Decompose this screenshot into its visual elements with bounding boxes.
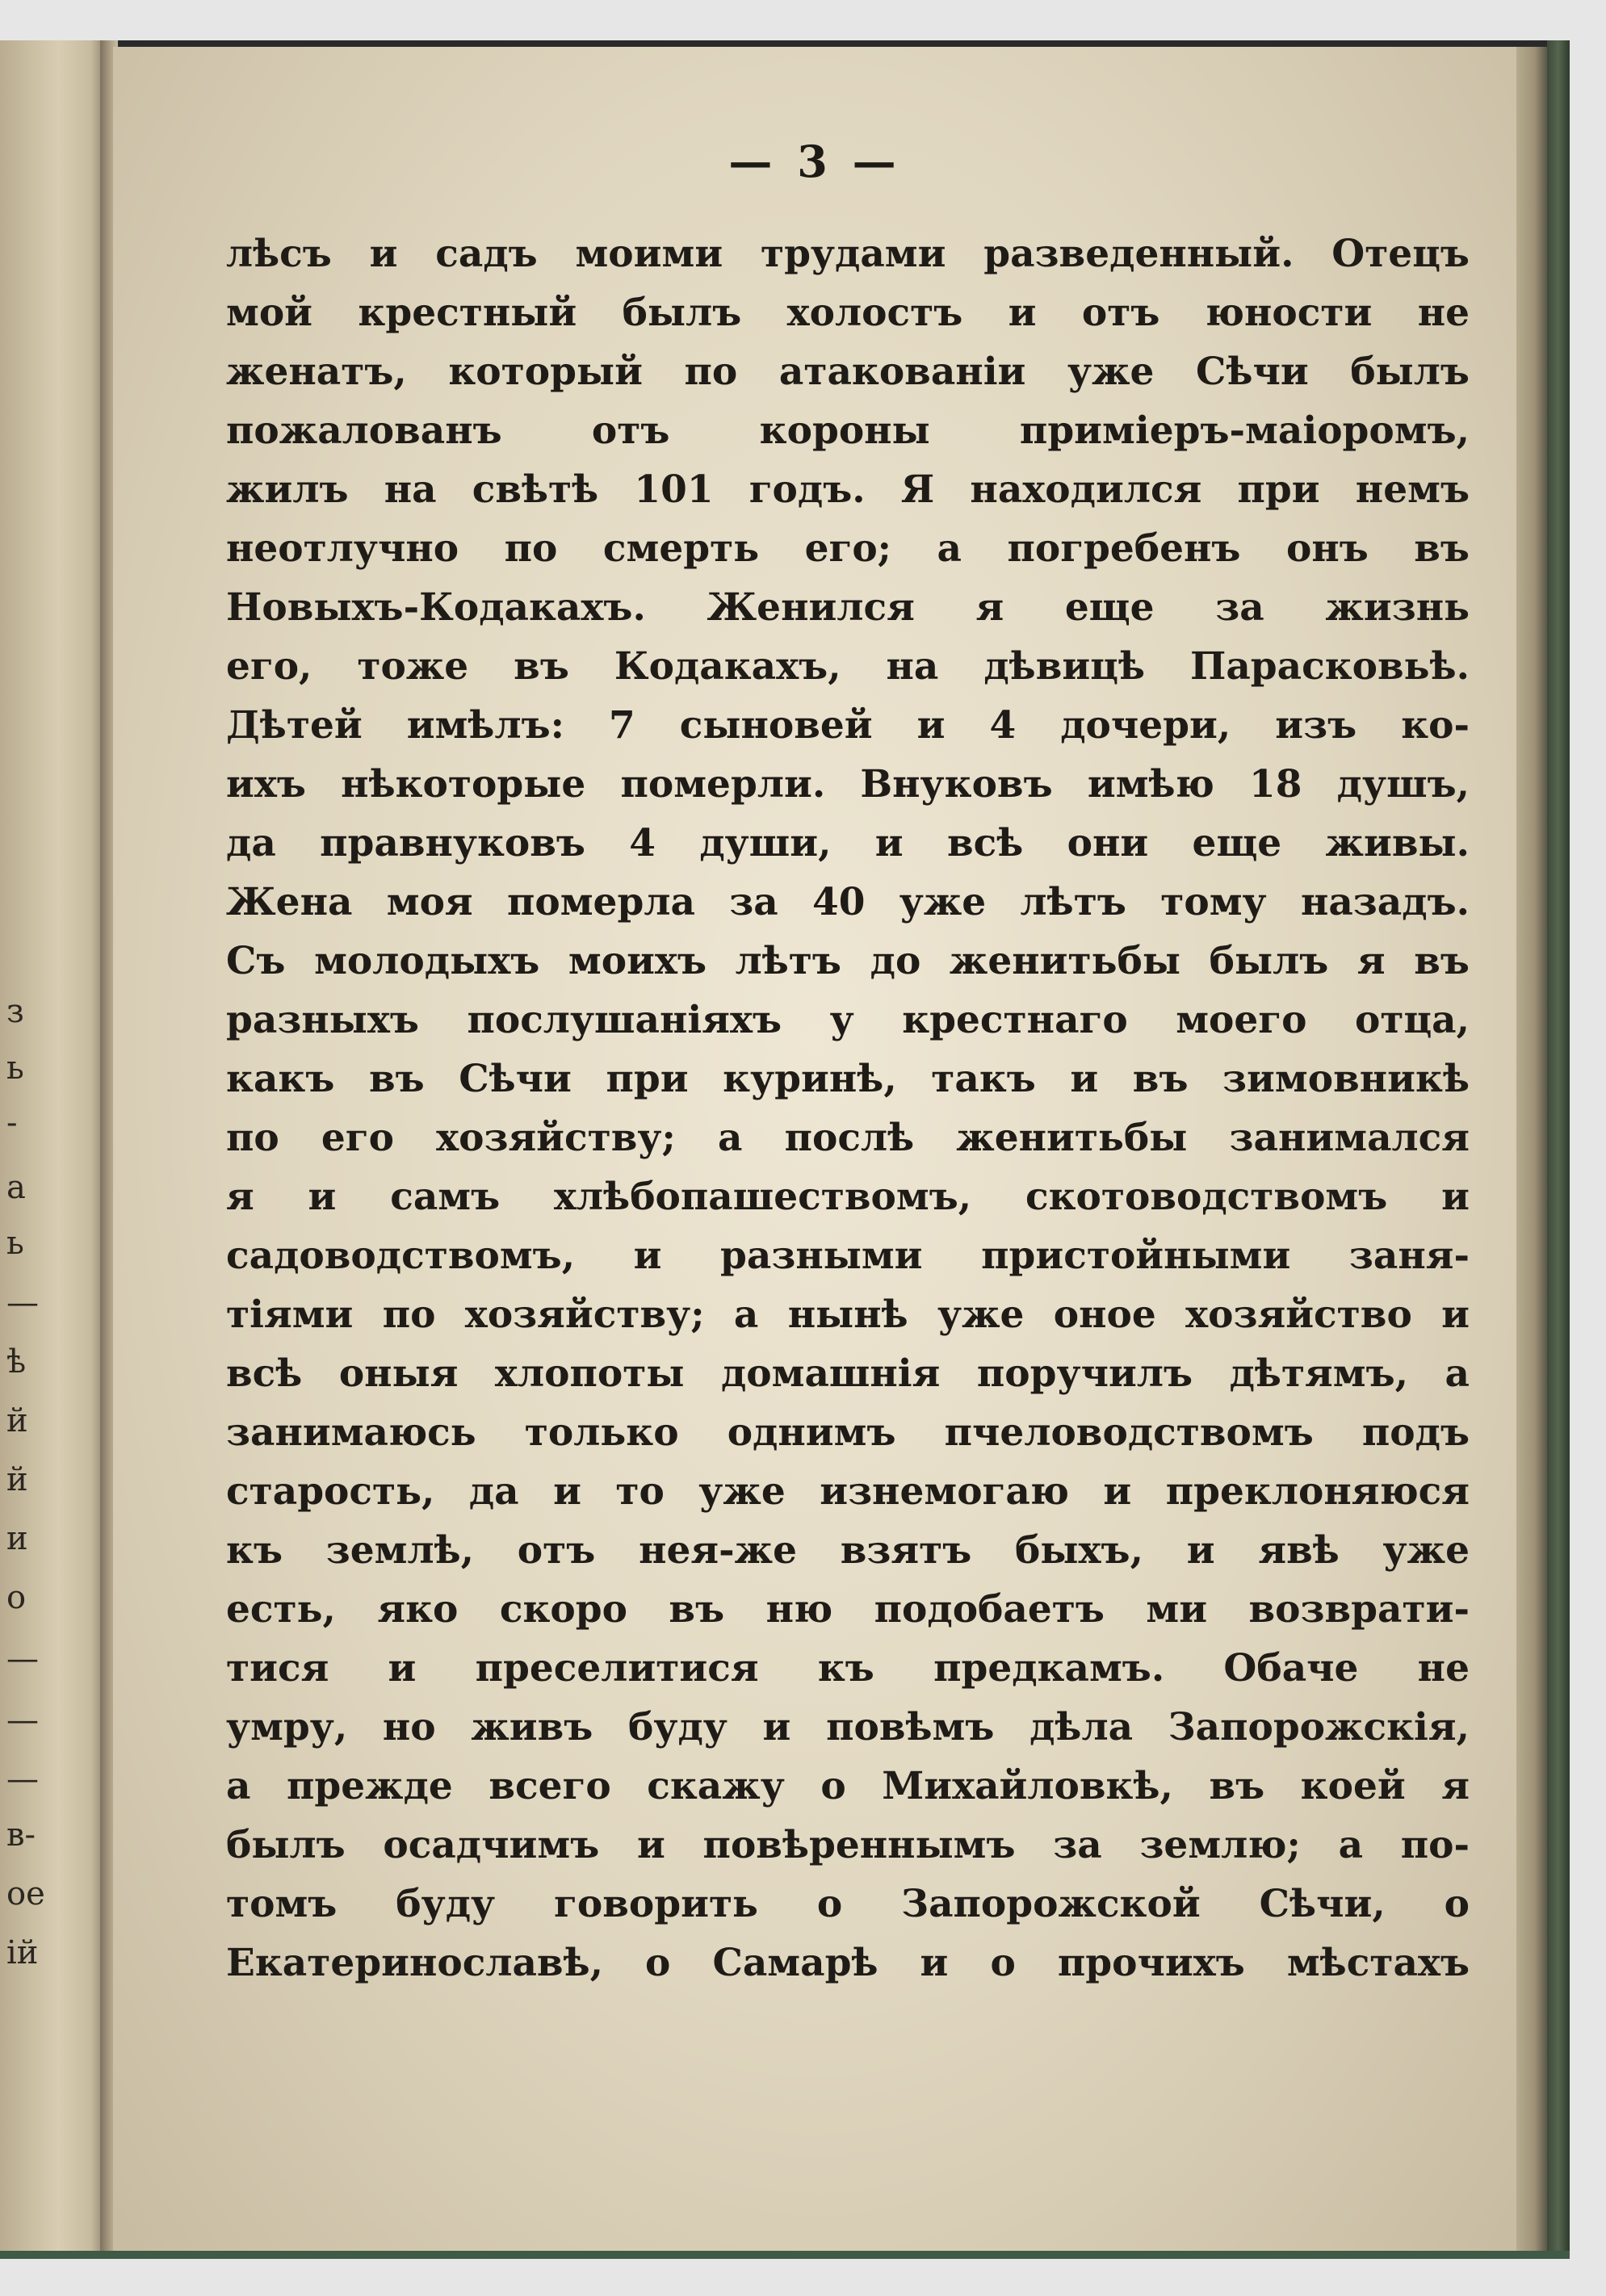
- text-line: неотлучно по смерть его; а погребенъ онъ въ: [226, 526, 1470, 571]
- text-line: тися и преселитися къ предкамъ. Обаче не: [226, 1646, 1470, 1691]
- facing-page-fragment: ій: [6, 1934, 39, 1971]
- facing-page-fragment: ь: [6, 1225, 24, 1262]
- text-line: къ землѣ, отъ нея-же взятъ быхъ, и явѣ уже: [226, 1528, 1470, 1573]
- page-edges: [1516, 47, 1547, 2254]
- facing-page-fragment: в-: [6, 1816, 36, 1854]
- text-line: садоводствомъ, и разными пристойными заня-: [226, 1234, 1470, 1278]
- page-body: [226, 224, 1470, 1992]
- text-line: Жена моя померла за 40 уже лѣтъ тому назадъ.: [226, 880, 1470, 924]
- text-line: умру, но живъ буду и повѣмъ дѣла Запорожскія,: [226, 1705, 1470, 1749]
- text-line: да правнуковъ 4 души, и всѣ они еще живы.: [226, 821, 1470, 865]
- text-line: пожалованъ отъ короны приміеръ-маіоромъ,: [226, 409, 1470, 453]
- facing-page-fragment: й: [6, 1402, 28, 1439]
- text-line: его, тоже въ Кодакахъ, на дѣвицѣ Парасковьѣ.: [226, 644, 1470, 689]
- text-line: занимаюсь только однимъ пчеловодствомъ подъ: [226, 1410, 1470, 1455]
- facing-page-text: [0, 40, 100, 2259]
- facing-page-fragment: ь: [6, 1050, 24, 1087]
- text-line: по его хозяйству; а послѣ женитьбы занимался: [226, 1116, 1470, 1160]
- text-line: жилъ на свѣтѣ 101 годъ. Я находился при немъ: [226, 467, 1470, 512]
- text-line: Дѣтей имѣлъ: 7 сыновей и 4 дочери, изъ ко-: [226, 703, 1470, 748]
- text-line: какъ въ Сѣчи при куринѣ, такъ и въ зимовникѣ: [226, 1057, 1470, 1101]
- text-line: всѣ оныя хлопоты домашнія поручилъ дѣтямъ, а: [226, 1351, 1470, 1396]
- text-line: старость, да и то уже изнемогаю и преклоняюся: [226, 1469, 1470, 1514]
- facing-page-fragment: —: [6, 1640, 39, 1678]
- book-cover-bottom: [0, 2251, 1570, 2259]
- text-line: а прежде всего скажу о Михайловкѣ, въ коей я: [226, 1764, 1470, 1808]
- text-line: Новыхъ-Кодакахъ. Женился я еще за жизнь: [226, 585, 1470, 630]
- facing-page-fragment: ѣ: [6, 1343, 27, 1381]
- book-scan: [0, 40, 1570, 2259]
- text-line: Съ молодыхъ моихъ лѣтъ до женитьбы былъ я въ: [226, 939, 1470, 983]
- facing-page-fragment: й: [6, 1461, 28, 1498]
- facing-page-fragment: —: [6, 1284, 39, 1322]
- text-line: мой крестный былъ холостъ и отъ юности не: [226, 291, 1470, 335]
- text-line: я и самъ хлѣбопашествомъ, скотоводствомъ и: [226, 1175, 1470, 1219]
- text-line: лѣсъ и садъ моими трудами разведенный. Отецъ: [226, 232, 1470, 276]
- page-number: — 3 —: [728, 136, 901, 187]
- facing-page-fragment: —: [6, 1702, 39, 1739]
- text-line: женатъ, который по атакованіи уже Сѣчи былъ: [226, 350, 1470, 394]
- facing-page-fragment: ое: [6, 1875, 45, 1913]
- text-line: былъ осадчимъ и повѣреннымъ за землю; а по-: [226, 1823, 1470, 1867]
- facing-page-fragment: —: [6, 1761, 39, 1798]
- facing-page-fragment: з: [6, 993, 24, 1030]
- text-line: разныхъ послушаніяхъ у крестнаго моего отца,: [226, 998, 1470, 1042]
- text-line: тіями по хозяйству; а нынѣ уже оное хозяйство и: [226, 1293, 1470, 1337]
- text-line: томъ буду говорить о Запорожской Сѣчи, о: [226, 1882, 1470, 1926]
- facing-page-fragment: а: [6, 1169, 26, 1206]
- facing-page: [0, 40, 107, 2259]
- text-line: есть, яко скоро въ ню подобаетъ ми возврати-: [226, 1587, 1470, 1632]
- text-line: ихъ нѣкоторые померли. Внуковъ имѣю 18 душъ,: [226, 762, 1470, 807]
- text-line: Екатеринославѣ, о Самарѣ и о прочихъ мѣстахъ: [226, 1941, 1470, 1985]
- book-page: [113, 47, 1516, 2254]
- facing-page-fragment: о: [6, 1579, 27, 1616]
- book-cover-edge: [1547, 40, 1570, 2259]
- facing-page-fragment: -: [6, 1104, 18, 1142]
- facing-page-fragment: и: [6, 1520, 28, 1557]
